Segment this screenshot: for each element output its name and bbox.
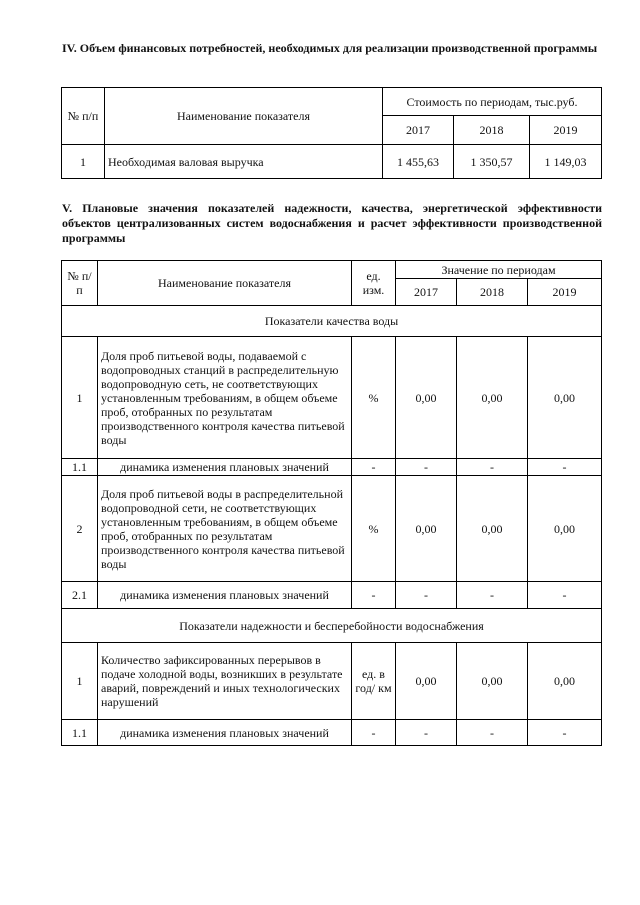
header-year: 2019 bbox=[530, 116, 602, 145]
header-name: Наименование показателя bbox=[98, 261, 352, 306]
group-header-row bbox=[62, 609, 602, 643]
row-value: 0,00 bbox=[528, 476, 602, 582]
row-value: 0,00 bbox=[457, 476, 528, 582]
row-value: 0,00 bbox=[528, 337, 602, 459]
row-num: 2 bbox=[62, 476, 98, 582]
table-row bbox=[62, 337, 602, 459]
header-year: 2019 bbox=[528, 279, 602, 306]
row-value: - bbox=[457, 459, 528, 476]
header-unit: ед. изм. bbox=[352, 261, 396, 306]
row-name: Доля проб питьевой воды, подаваемой с водопроводных станций в распределительную водопроводную сеть, не соответствующих установленным требованиям, в общем объеме проб, отобранных по результатам производственного контроля качества питьевой воды bbox=[98, 337, 352, 459]
header-num: № п/п bbox=[62, 88, 105, 145]
row-num: 1.1 bbox=[62, 459, 98, 476]
row-value: - bbox=[528, 459, 602, 476]
row-value: 1 455,63 bbox=[383, 145, 454, 179]
row-value: 0,00 bbox=[396, 337, 457, 459]
header-name: Наименование показателя bbox=[105, 88, 383, 145]
row-value: - bbox=[396, 720, 457, 746]
header-year: 2018 bbox=[457, 279, 528, 306]
header-year: 2017 bbox=[383, 116, 454, 145]
header-num: № п/п bbox=[62, 261, 98, 306]
row-num: 2.1 bbox=[62, 582, 98, 609]
row-num: 1 bbox=[62, 643, 98, 720]
row-unit: - bbox=[352, 720, 396, 746]
financial-needs-table bbox=[61, 87, 602, 179]
table-row bbox=[62, 476, 602, 582]
table-row bbox=[62, 459, 602, 476]
row-unit: - bbox=[352, 459, 396, 476]
section-4-title: IV. Объем финансовых потребностей, необходимых для реализации производственной программы bbox=[62, 41, 598, 55]
row-value: - bbox=[396, 459, 457, 476]
row-num: 1.1 bbox=[62, 720, 98, 746]
group-title: Показатели надежности и бесперебойности водоснабжения bbox=[62, 609, 602, 643]
row-value: 0,00 bbox=[396, 643, 457, 720]
row-name: динамика изменения плановых значений bbox=[98, 459, 352, 476]
planned-values-table bbox=[61, 260, 602, 746]
row-value: - bbox=[528, 720, 602, 746]
header-year: 2017 bbox=[396, 279, 457, 306]
group-title: Показатели качества воды bbox=[62, 306, 602, 337]
row-num: 1 bbox=[62, 337, 98, 459]
row-value: 1 350,57 bbox=[454, 145, 530, 179]
row-unit: % bbox=[352, 476, 396, 582]
row-num: 1 bbox=[62, 145, 105, 179]
row-unit: % bbox=[352, 337, 396, 459]
group-header-row bbox=[62, 306, 602, 337]
row-name: Доля проб питьевой воды в распределительной водопроводной сети, не соответствующих установленным требованиям, в общем объеме проб, отобранных по результатам производственного контроля качества питьевой воды bbox=[98, 476, 352, 582]
row-value: 0,00 bbox=[528, 643, 602, 720]
row-value: - bbox=[457, 582, 528, 609]
row-value: 0,00 bbox=[396, 476, 457, 582]
table-row bbox=[62, 582, 602, 609]
row-unit: - bbox=[352, 582, 396, 609]
row-value: 0,00 bbox=[457, 643, 528, 720]
section-5-title: V. Плановые значения показателей надежности, качества, энергетической эффективности объектов централизованных систем водоснабжения и расчет эффективности производственной программы bbox=[62, 201, 602, 245]
row-name: Количество зафиксированных перерывов в подаче холодной воды, возникших в результате аварий, повреждений и иных технологических нарушений bbox=[98, 643, 352, 720]
row-unit: ед. в год/ км bbox=[352, 643, 396, 720]
header-cost: Стоимость по периодам, тыс.руб. bbox=[383, 88, 602, 116]
table-row bbox=[62, 720, 602, 746]
row-name: Необходимая валовая выручка bbox=[105, 145, 383, 179]
header-year: 2018 bbox=[454, 116, 530, 145]
row-value: 1 149,03 bbox=[530, 145, 602, 179]
table-row bbox=[62, 145, 602, 179]
table-row bbox=[62, 643, 602, 720]
row-value: 0,00 bbox=[457, 337, 528, 459]
row-value: - bbox=[528, 582, 602, 609]
row-name: динамика изменения плановых значений bbox=[98, 582, 352, 609]
row-name: динамика изменения плановых значений bbox=[98, 720, 352, 746]
row-value: - bbox=[396, 582, 457, 609]
header-period: Значение по периодам bbox=[396, 261, 602, 279]
row-value: - bbox=[457, 720, 528, 746]
